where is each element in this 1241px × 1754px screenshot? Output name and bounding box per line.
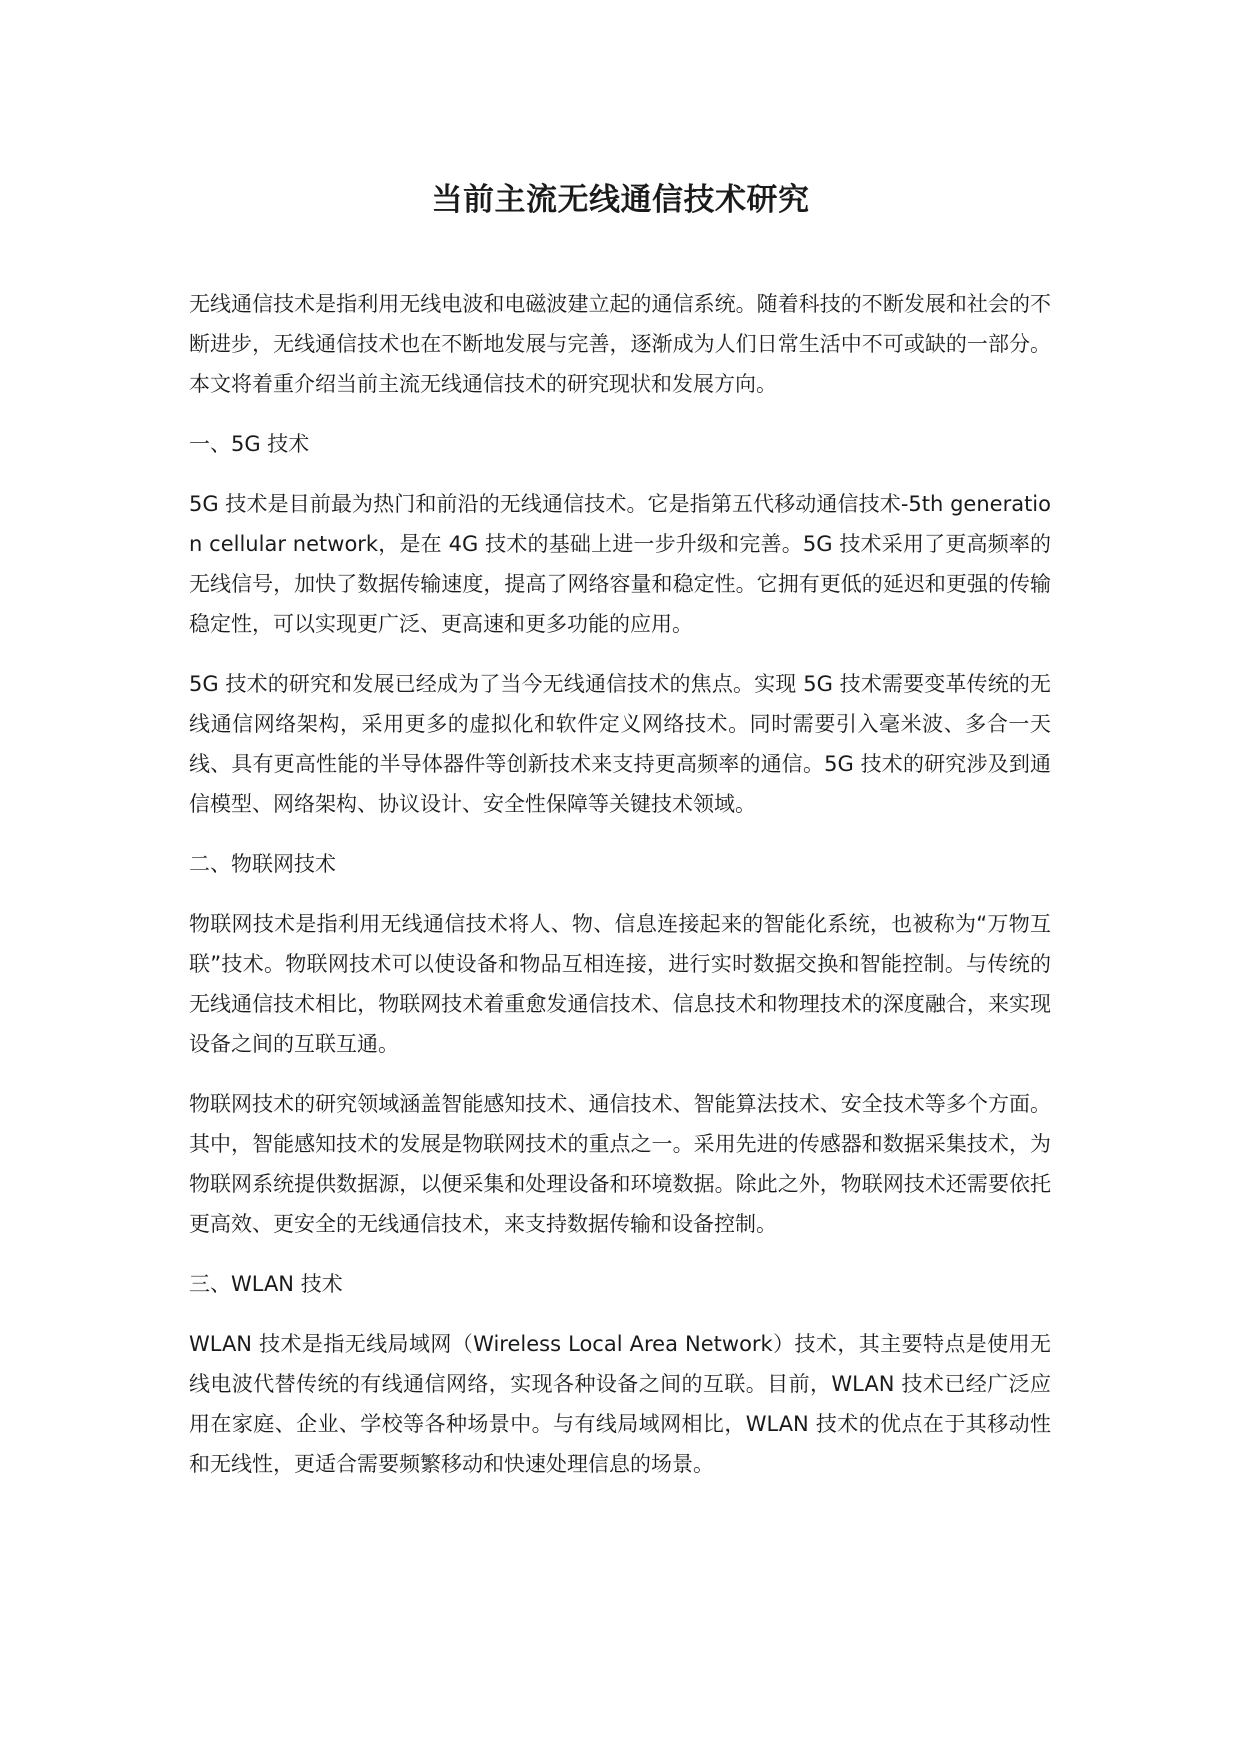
section-heading-5g: 一、5G 技术 — [189, 432, 310, 456]
paragraph-5g-research: 5G 技术的研究和发展已经成为了当今无线通信技术的焦点。实现 5G 技术需要变革传统的无线通信网络架构，采用更多的虚拟化和软件定义网络技术。同时需要引入毫米波、多合一天线、具有更高性能的半导体器件等创新技术来支持更高频率的通信。5G 技术的研究涉及到通信模型、网络架构、协议设计、安全性保障等关键技术领域。 — [189, 672, 1051, 816]
section-heading-iot: 二、物联网技术 — [189, 852, 336, 876]
paragraph-5g-overview: 5G 技术是目前最为热门和前沿的无线通信技术。它是指第五代移动通信技术-5th generation cellular network，是在 4G 技术的基础上进一步升级和完善。5G 技术采用了更高频率的无线信号，加快了数据传输速度，提高了网络容量和稳定性。它拥有更低的延迟和更强的传输稳定性，可以实现更广泛、更高速和更多功能的应用。 — [189, 492, 1051, 636]
paragraph-iot-overview: 物联网技术是指利用无线通信技术将人、物、信息连接起来的智能化系统，也被称为“万物互联”技术。物联网技术可以使设备和物品互相连接，进行实时数据交换和智能控制。与传统的无线通信技术相比，物联网技术着重愈发通信技术、信息技术和物理技术的深度融合，来实现设备之间的互联互通。 — [189, 912, 1051, 1056]
paragraph-wlan-overview: WLAN 技术是指无线局域网（Wireless Local Area Network）技术，其主要特点是使用无线电波代替传统的有线通信网络，实现各种设备之间的互联。目前，WLAN 技术已经广泛应用在家庭、企业、学校等各种场景中。与有线局域网相比，WLAN 技术的优点在于其移动性和无线性，更适合需要频繁移动和快速处理信息的场景。 — [189, 1332, 1051, 1476]
section-heading-wlan: 三、WLAN 技术 — [189, 1272, 343, 1296]
paragraph-iot-research: 物联网技术的研究领域涵盖智能感知技术、通信技术、智能算法技术、安全技术等多个方面。其中，智能感知技术的发展是物联网技术的重点之一。采用先进的传感器和数据采集技术，为物联网系统提供数据源，以便采集和处理设备和环境数据。除此之外，物联网技术还需要依托更高效、更安全的无线通信技术，来支持数据传输和设备控制。 — [189, 1092, 1051, 1236]
intro-paragraph: 无线通信技术是指利用无线电波和电磁波建立起的通信系统。随着科技的不断发展和社会的不断进步，无线通信技术也在不断地发展与完善，逐渐成为人们日常生活中不可或缺的一部分。本文将着重介绍当前主流无线通信技术的研究现状和发展方向。 — [189, 292, 1051, 396]
document-title: 当前主流无线通信技术研究 — [431, 182, 810, 218]
document-body — [189, 284, 1051, 1504]
